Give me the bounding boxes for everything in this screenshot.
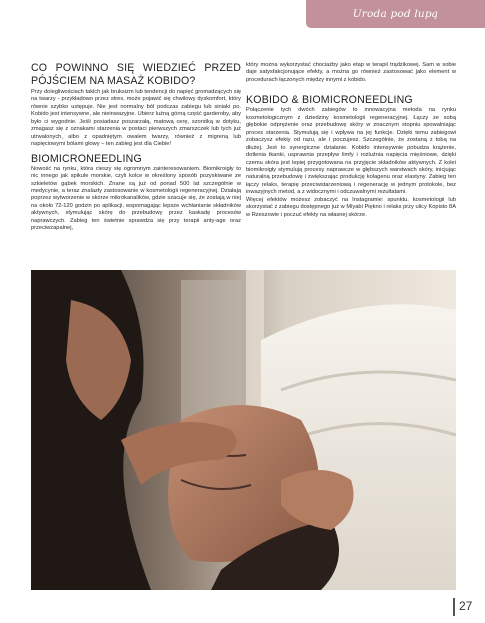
biomicroneedling-heading: BIOMICRONEEDLING — [31, 152, 142, 165]
massage-photo — [31, 270, 456, 590]
right-paragraph-2: Więcej efektów możesz zobaczyć na Instagramie: spunktu. kosmetologii lub skorzystać z zabiegu dostępnego już w Miyabi Piękno i relaks przy ulicy Kopisto 8A w Rzeszowie i poczuć efekty na własnej skórze. — [246, 196, 456, 218]
right-paragraph-top: który można wykorzystać chociażby jako etap w terapii trądzikowej. Sam w sobie daje satysfakcjonujące efekty, a można go również zastosować jako element w procedurach łączonych między innymi z kobido. — [246, 62, 456, 83]
left-paragraph-2: Nowość na rynku, która cieszy się ogromnym zainteresowaniem. Biomikroigły to nic innego jak spikule morskie, czyli kolce w określony sposób pozyskiwane ze szkieletów gąbek morskich. Znane są już od ponad 500 lat szczególnie w medycynie, a teraz znalazły zastosowanie w kosmetologii regeneracyjnej. Działają poprzez wytworzenie w skórze mikrokanalików, gdzie szacuje się, że zostają w niej na około 72-120 godzin po aplikacji, wspomagając lepsze wchłanianie składników aktywnych, stymulując skórę do przebudowy przez kaskadę procesów naprawczych. Zabieg ten świetnie sprawdza się przy terapii anty-age oraz przeciwzapalnej, — [31, 165, 241, 232]
right-column — [246, 62, 456, 219]
section-tab-label: Uroda pod lupą — [352, 8, 439, 20]
left-heading: CO POWINNO SIĘ WIEDZIEĆ PRZED PÓJŚCIEM NA MASAŻ KOBIDO? — [31, 62, 241, 87]
page-number: 27 — [459, 599, 473, 613]
section-tab — [306, 0, 485, 28]
left-paragraph-1: Przy dolegliwościach takich jak bruksizm lub tendencji do napięć gromadzących się na twarzy - przykładowo przez stres, może pojawić się chwilowy dyskomfort, który równie szybko ustępuje. Nie jest normalny ból podczas zabiegu lub siniaki po. Kobido jest intensywne, ale nieinwazyjne. Ubierz luźną górną część garderoby, aby było ci wygodnie. Jeśli posiadasz poszarzałą, matową cerę, szorstką w dotyku, zmagasz się z oznakami starzenia w postaci pierwszych zmarszczek lub tych już utrwalonych, albo z opadniętym owalem twarzy, również z migreną lub napięciowymi bólami głowy – ten zabieg jest dla Ciebie! — [31, 89, 241, 148]
page-number-rule — [453, 598, 455, 616]
kobido-biomicroneedling-heading: KOBIDO & BIOMICRONEEDLING — [246, 94, 413, 107]
left-column — [31, 62, 241, 233]
right-paragraph-1: Połączenie tych dwóch zabiegów to innowacyjna metoda na rynku kosmetologicznym z dziedziny kosmetologii regeneracyjnej. Łączy ze sobą głębokie odprężenie oraz przebudowę skóry w znacznym stopniu spowalniając proces starzenia. Stymulują się i wpływa na jej funkcje. Dzięki temu zabiegowi zobaczysz efekty od razu, ale i poczujesz. Szczególnie, że zostaną z tobą na dłużej. Jest to synergiczne działanie. Kobido intensywnie pobudza krążenie, dotlenia tkanki, usprawnia przepływ limfy i rozluźnia napięcia mięśniowe, dzięki czemu skóra jest lepiej przygotowana na przyjęcie składników aktywnych. Z kolei biomikroigły stymulują procesy naprawcze w głębszych warstwach skóry, inicjując naturalną przebudowę i zwiększając produkcję kolagenu oraz elastyny. Zabieg ten łączy relaks, terapię przeciwstarzeniową i regenerację w jednym protokole, bez inwazyjnych metod, a z widocznymi i odczuwalnymi rezultatami. — [246, 107, 456, 196]
